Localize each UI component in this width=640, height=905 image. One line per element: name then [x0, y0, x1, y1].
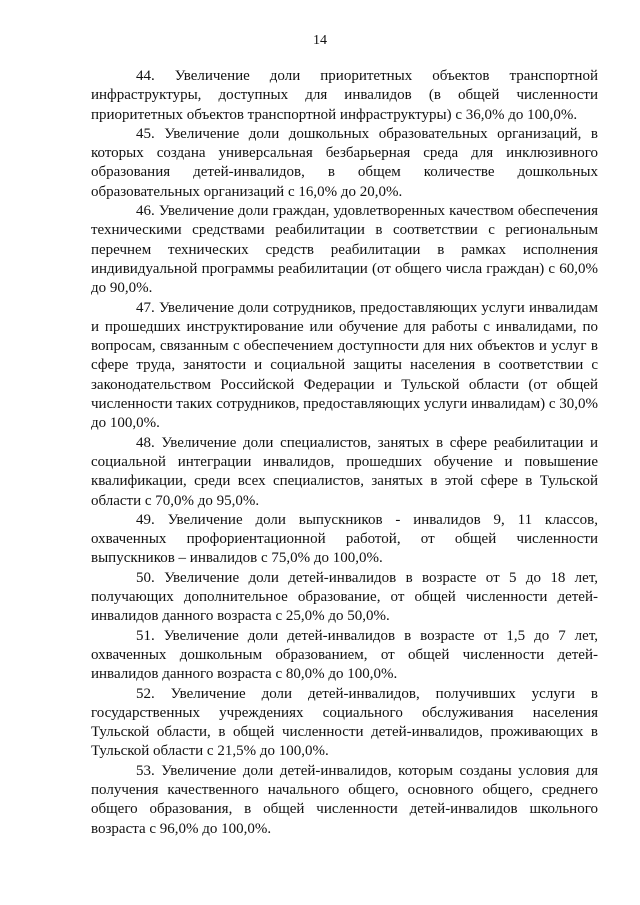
paragraph-item-52: 52. Увеличение доли детей-инвалидов, получивших услуги в государственных учреждениях социального обслуживания населения Тульской области, в общей численности детей-инвалидов, проживающих в Тульской области с 21,5% до 100,0%.	[91, 685, 598, 760]
page-number: 14	[313, 33, 327, 48]
paragraph-item-46: 46. Увеличение доли граждан, удовлетворенных качеством обеспечения техническими средствами реабилитации в соответствии с региональным перечнем технических средств реабилитации в рамках исполнения индивидуальной программы реабилитации (от общего числа граждан) с 60,0% до 90,0%.	[91, 203, 598, 297]
document-body	[91, 67, 598, 839]
paragraph-item-48: 48. Увеличение доли специалистов, занятых в сфере реабилитации и социальной интеграции инвалидов, прошедших обучение и повышение квалификации, среди всех специалистов, занятых в этой сфере в Тульской области с 70,0% до 95,0%.	[91, 434, 598, 509]
paragraph-item-49: 49. Увеличение доли выпускников - инвалидов 9, 11 классов, охваченных профориентационной работой, от общей численности выпускников – инвалидов с 75,0% до 100,0%.	[91, 511, 598, 567]
paragraph-item-53: 53. Увеличение доли детей-инвалидов, которым созданы условия для получения качественного начального общего, основного общего, среднего общего образования, в общей численности детей-инвалидов школьного возраста с 96,0% до 100,0%.	[91, 762, 598, 837]
paragraph-item-45: 45. Увеличение доли дошкольных образовательных организаций, в которых создана универсальная безбарьерная среда для инклюзивного образования детей-инвалидов, в общем количестве дошкольных образовательных организаций с 16,0% до 20,0%.	[91, 125, 598, 200]
paragraph-item-50: 50. Увеличение доли детей-инвалидов в возрасте от 5 до 18 лет, получающих дополнительное образование, от общей численности детей-инвалидов данного возраста с 25,0% до 50,0%.	[91, 569, 598, 625]
paragraph-item-51: 51. Увеличение доли детей-инвалидов в возрасте от 1,5 до 7 лет, охваченных дошкольным образованием, от общей численности детей-инвалидов данного возраста с 80,0% до 100,0%.	[91, 627, 598, 683]
paragraph-item-47: 47. Увеличение доли сотрудников, предоставляющих услуги инвалидам и прошедших инструктирование или обучение для работы с инвалидами, по вопросам, связанным с обеспечением доступности для них объектов и услуг в сфере труда, занятости и социальной защиты населения в соответствии с законодательством Российской Федерации и Тульской области (от общей численности таких сотрудников, предоставляющих услуги инвалидам) с 30,0% до 100,0%.	[91, 299, 598, 432]
paragraph-item-44: 44. Увеличение доли приоритетных объектов транспортной инфраструктуры, доступных для инвалидов (в общей численности приоритетных объектов транспортной инфраструктуры) с 36,0% до 100,0%.	[91, 68, 598, 123]
